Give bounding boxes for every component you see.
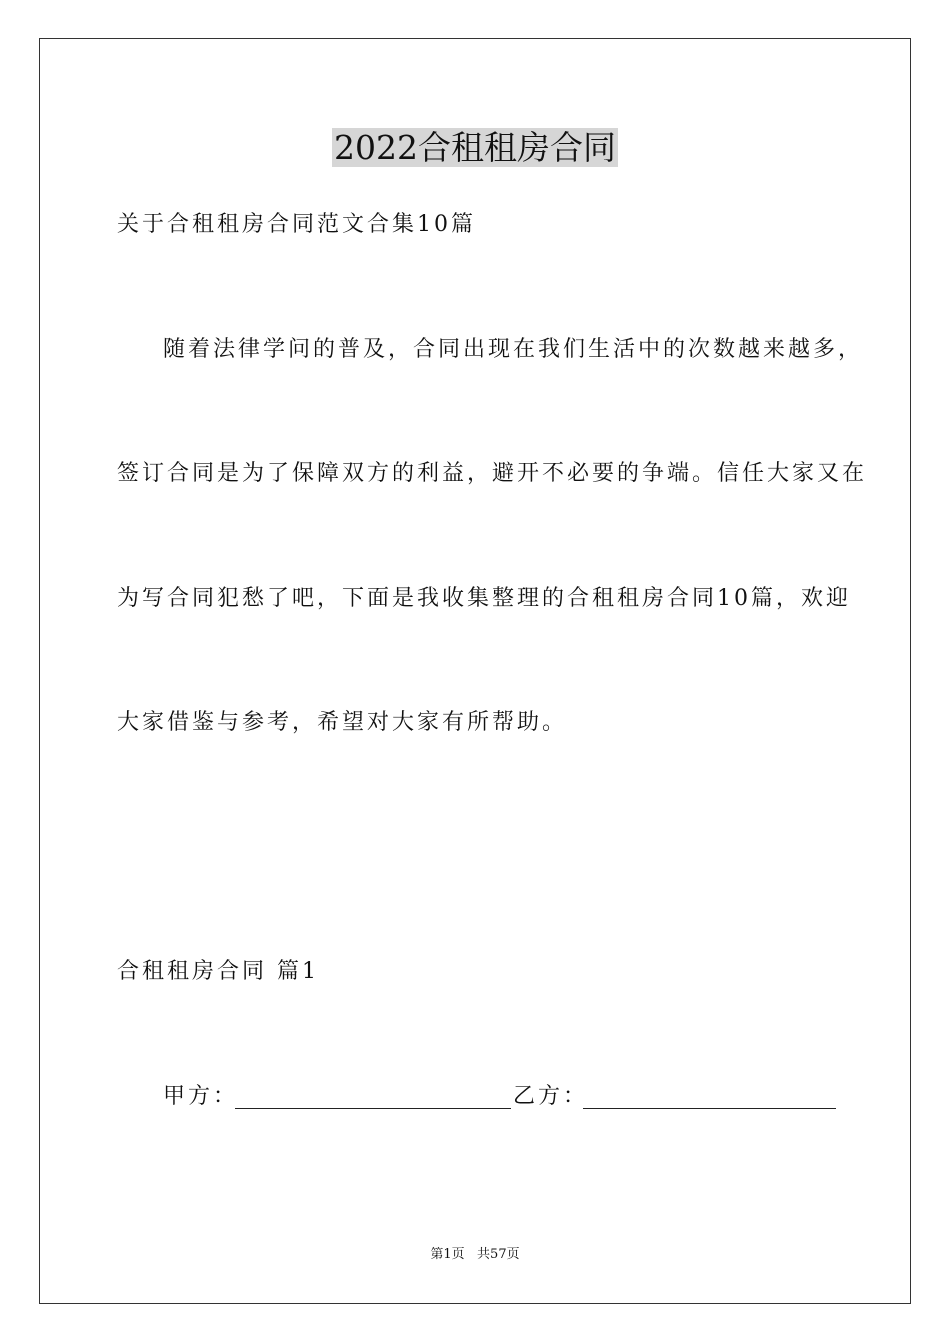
party-a-label: 甲方：: [163, 1084, 239, 1109]
intro-line-3: 为写合同犯愁了吧，下面是我收集整理的合租租房合同10篇，欢迎: [117, 586, 851, 611]
document-title-text: 2022合租租房合同: [334, 128, 616, 167]
signature-row: [163, 1082, 838, 1112]
intro-line-1: 随着法律学问的普及，合同出现在我们生活中的次数越来越多，: [163, 337, 864, 362]
section-heading: 合租租房合同 篇1: [117, 959, 319, 984]
party-a-blank-line: [235, 1108, 511, 1109]
document-subtitle: 关于合租租房合同范文合集10篇: [117, 212, 476, 237]
party-b-label: 乙方：: [513, 1084, 589, 1109]
intro-line-4: 大家借鉴与参考，希望对大家有所帮助。: [117, 710, 568, 735]
party-b-blank-line: [583, 1108, 836, 1109]
page-number-footer: 第1页 共57页: [430, 1247, 520, 1262]
document-title: [0, 126, 950, 170]
intro-line-2: 签订合同是为了保障双方的利益，避开不必要的争端。信任大家又在: [117, 461, 868, 486]
